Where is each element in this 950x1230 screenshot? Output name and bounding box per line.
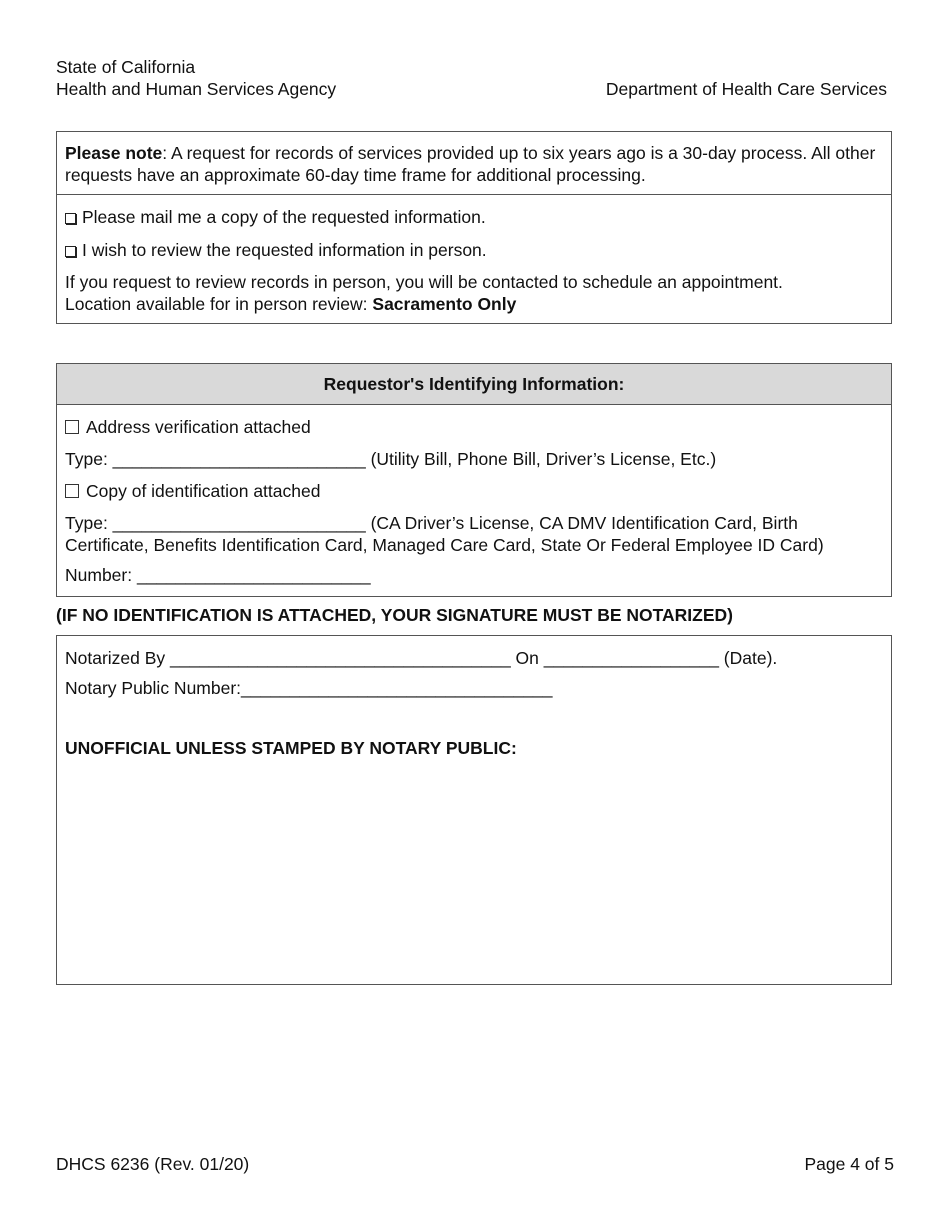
identifying-info-box [56, 363, 892, 597]
identifying-info-title: Requestor's Identifying Information: [57, 364, 891, 405]
agency-name: Health and Human Services Agency [56, 79, 337, 99]
notary-warning: (IF NO IDENTIFICATION IS ATTACHED, YOUR SIGNATURE MUST BE NOTARIZED) [56, 605, 733, 625]
processing-note [65, 142, 885, 186]
in-person-text: If you request to review records in person, you will be contacted to schedule an appointment. [65, 272, 783, 292]
note-label: Please note [65, 143, 163, 163]
state-name: State of California [56, 57, 196, 77]
copy-id-option[interactable] [65, 481, 885, 502]
review-checkbox[interactable] [65, 246, 76, 257]
address-type-field[interactable]: Type: __________________________ [65, 449, 366, 469]
location-line [65, 294, 885, 315]
notary-number-field[interactable]: Notary Public Number:________________________________ [65, 678, 553, 698]
review-option-label: I wish to review the requested information in person. [82, 240, 487, 260]
address-verification-label: Address verification attached [86, 417, 311, 437]
notary-box [56, 635, 892, 985]
note-text: : A request for records of services provided up to six years ago is a 30-day process. All other requests have an approximate 60-day time frame for additional processing. [65, 143, 876, 185]
address-verification-option[interactable] [65, 417, 885, 438]
id-type-hint: (CA Driver’s License, CA DMV Identification Card, Birth [365, 513, 798, 533]
notarized-by-field[interactable]: Notarized By ___________________________________ On __________________ (Date). [65, 648, 778, 668]
form-id: DHCS 6236 (Rev. 01/20) [56, 1154, 250, 1174]
note-box [56, 131, 892, 324]
stamp-notice: UNOFFICIAL UNLESS STAMPED BY NOTARY PUBLIC: [65, 738, 517, 758]
mail-option[interactable] [65, 207, 885, 228]
agency-header [56, 57, 336, 100]
address-verification-checkbox[interactable] [65, 420, 79, 434]
copy-id-checkbox[interactable] [65, 484, 79, 498]
copy-id-label: Copy of identification attached [86, 481, 321, 501]
id-type-hint-continued: Certificate, Benefits Identification Card, Managed Care Card, State Or Federal Employee ID Card) [65, 535, 824, 555]
location-value: Sacramento Only [372, 294, 517, 314]
mail-option-label: Please mail me a copy of the requested information. [82, 207, 486, 227]
mail-checkbox[interactable] [65, 213, 76, 224]
note-divider [57, 194, 891, 195]
page-number: Page 4 of 5 [804, 1154, 894, 1174]
review-option[interactable] [65, 240, 885, 261]
address-type-hint: (Utility Bill, Phone Bill, Driver’s License, Etc.) [365, 449, 717, 469]
location-label: Location available for in person review: [65, 294, 373, 314]
id-type-field[interactable]: Type: __________________________ [65, 513, 366, 533]
id-type-line [65, 513, 885, 534]
id-number-field[interactable]: Number: ________________________ [65, 565, 371, 585]
address-type-line [65, 449, 885, 470]
department-name: Department of Health Care Services [605, 79, 887, 99]
